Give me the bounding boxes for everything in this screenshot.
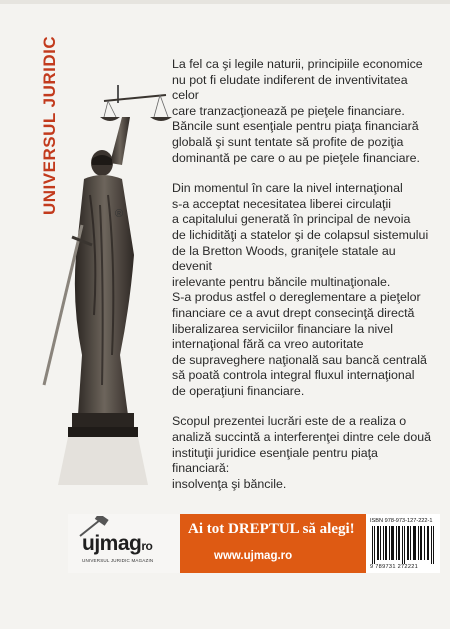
isbn-label: ISBN 978-973-127-222-1 xyxy=(370,518,433,524)
ujmag-logo xyxy=(68,514,180,573)
paragraph-2: Din momentul în care la nivel internaţional s-a acceptat necesitatea liberei circulaţii a capitalului generată în principal de nevoia de lichidităţi a statelor şi de colapsul sistemului de la Bretton Woods, graniţele statale au devenit irelevante pentru băncile multinaţionale. S-a produs astfel o dereglementare a pieţelor financiare ce a avut drept consecinţă directă liberalizarea serviciilor financiare la nivel internaţional fără ca vreo autoritate de supraveghere naţională sau bancă centrală să poată controla integral fluxul internaţional de operaţiuni financiare. xyxy=(172,181,429,398)
back-cover-text xyxy=(172,57,434,492)
top-edge xyxy=(0,0,450,4)
publisher-vertical-name: UNIVERSUL JURIDIC xyxy=(40,35,59,215)
registered-trademark: ® xyxy=(115,208,124,220)
bottom-banner xyxy=(68,514,440,573)
website-link[interactable]: www.ujmag.ro xyxy=(214,550,293,562)
logo-tagline: UNIVERSUL JURIDIC MAGAZIN xyxy=(82,558,154,563)
logo-wordmark: ujmagro xyxy=(82,532,153,555)
paragraph-1: La fel ca şi legile naturii, principiile economice nu pot fi eludate indiferent de inventivitatea celor care tranzacţionează pe pieţele financiare. Băncile sunt esenţiale pentru piaţa financiară globală şi sunt tentate să profite de poziţia dominantă pe care o au pe pieţele financiare. xyxy=(172,57,423,165)
slogan-panel xyxy=(180,514,366,573)
paragraph-3: Scopul prezentei lucrări este de a realiza o analiză succintă a interferenţei dintre cele două instituţii juridice esenţiale pentru piaţa financiară: insolvenţa şi băncile. xyxy=(172,414,431,491)
isbn-digits: 9 789731 272221 xyxy=(370,564,419,570)
slogan: Ai tot DREPTUL să alegi! xyxy=(188,521,355,537)
isbn-barcode-box xyxy=(366,514,440,573)
barcode-icon xyxy=(370,526,436,564)
